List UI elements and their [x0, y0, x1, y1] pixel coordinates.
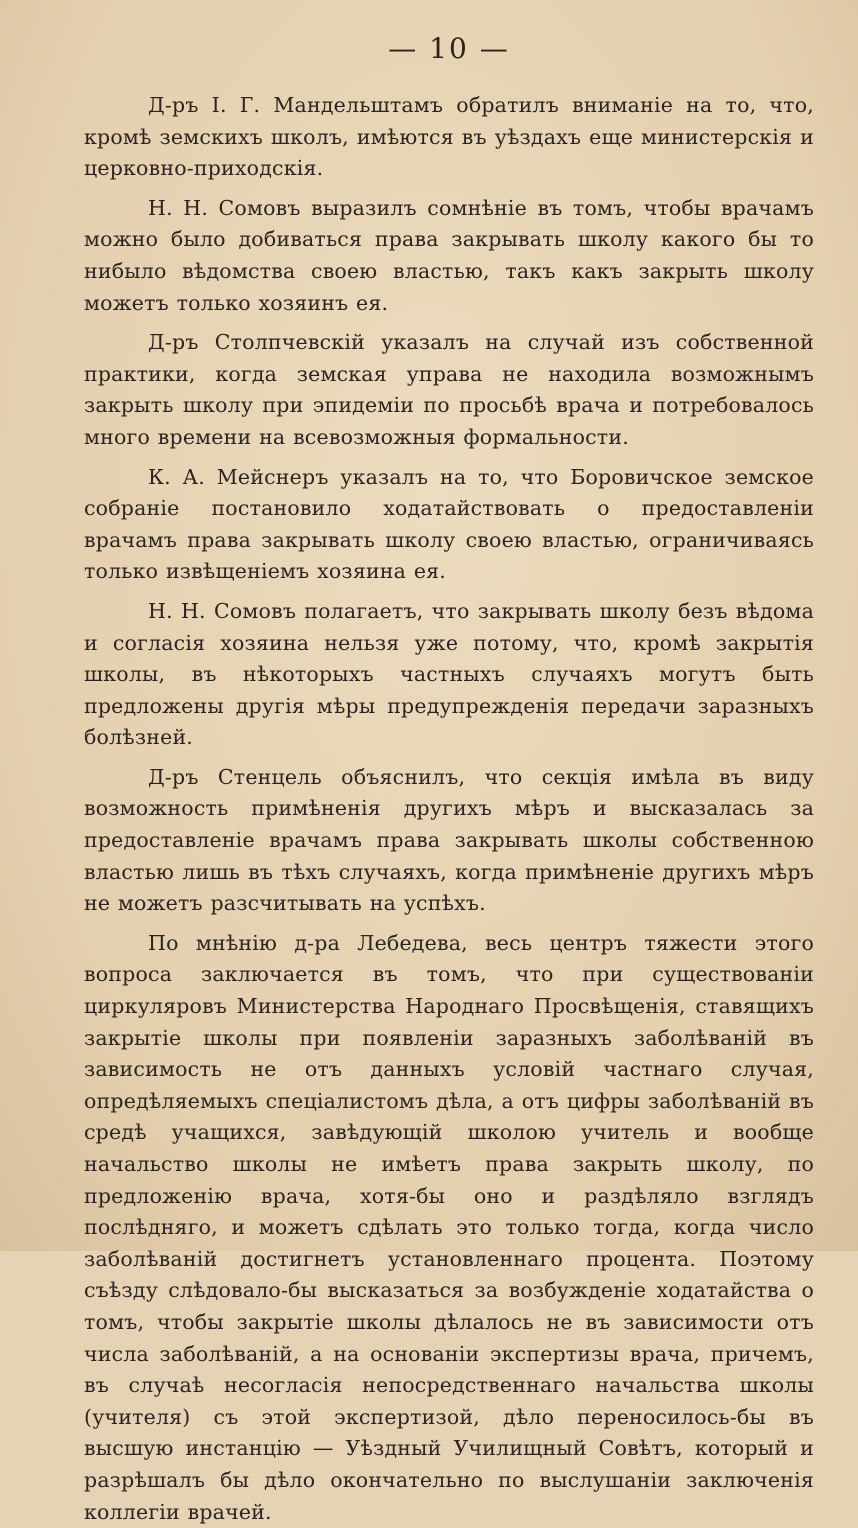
- paragraph-stentsel: Д-ръ Стенцель объяснилъ, что секція имѣла въ виду возможность примѣненія другихъ мѣръ и высказалась за предоставленіе врачамъ права закрывать школы собственною властью лишь въ тѣхъ случаяхъ, когда примѣненіе другихъ мѣръ не можетъ разсчитывать на успѣхъ.: [84, 764, 814, 916]
- paragraph-lebedev: По мнѣнію д-ра Лебедева, весь центръ тяжести этого вопроса заключается въ томъ, что при существованіи циркуляровъ Министерства Народнаго Просвѣщенія, ставящихъ закрытіе школы при появленіи заразныхъ заболѣваній въ зависимость не отъ данныхъ условій частнаго случая, опредѣляемыхъ спеціалистомъ дѣла, а отъ цифры заболѣваній въ средѣ учащихся, завѣдующій школою учитель и вообще начальство школы не имѣетъ права закрыть школу, по предложенію врача, хотя-бы оно и раздѣляло взглядъ послѣдняго, и можетъ сдѣлать это только тогда, когда число заболѣваній достигнетъ установленнаго процента. Поэтому съѣзду слѣдовало-бы высказаться за возбужденіе ходатайства о томъ, чтобы закрытіе школы дѣлалось не въ зависимости отъ числа заболѣваній, а на основаніи экспертизы врача, причемъ, въ случаѣ несогласія непосредственнаго начальства школы (учителя) съ этой экспертизой, дѣло переносилось-бы въ высшую инстанцію — Уѣздный Училищный Совѣтъ, который и разрѣшалъ бы дѣло окончательно по выслушаніи заключенія коллегіи врачей.: [84, 930, 814, 1524]
- paragraph-meisner: К. А. Мейснеръ указалъ на то, что Боровичское земское собраніе постановило ходатайствовать о предоставленіи врачамъ права закрывать школу своею властью, ограничиваясь только извѣщеніемъ хозяина ея.: [84, 464, 814, 584]
- paragraph-somov-1: Н. Н. Сомовъ выразилъ сомнѣніе въ томъ, чтобы врачамъ можно было добиваться права закрывать школу какого бы то нибыло вѣдомства своею властью, такъ какъ закрыть школу можетъ только хозяинъ ея.: [84, 195, 814, 315]
- page-number: — 10 —: [388, 32, 510, 65]
- paragraph-mandelshtam: Д-ръ І. Г. Мандельштамъ обратилъ вниманіе на то, что, кромѣ земскихъ школъ, имѣются въ уѣздахъ еще министерскія и церковно-приходскія.: [84, 93, 814, 181]
- paragraph-stolpchevsky: Д-ръ Столпчевскій указалъ на случай изъ собственной практики, когда земская управа не находила возможнымъ закрыть школу при эпидеміи по просьбѣ врача и потребовалось много времени на всевозможныя формальности.: [84, 330, 814, 449]
- paragraph-somov-2: Н. Н. Сомовъ полагаетъ, что закрывать школу безъ вѣдома и согласія хозяина нельзя уже потому, что, кромѣ закрытія школы, въ нѣкоторыхъ частныхъ случаяхъ могутъ быть предложены другія мѣры предупрежденія передачи заразныхъ болѣзней.: [84, 598, 814, 750]
